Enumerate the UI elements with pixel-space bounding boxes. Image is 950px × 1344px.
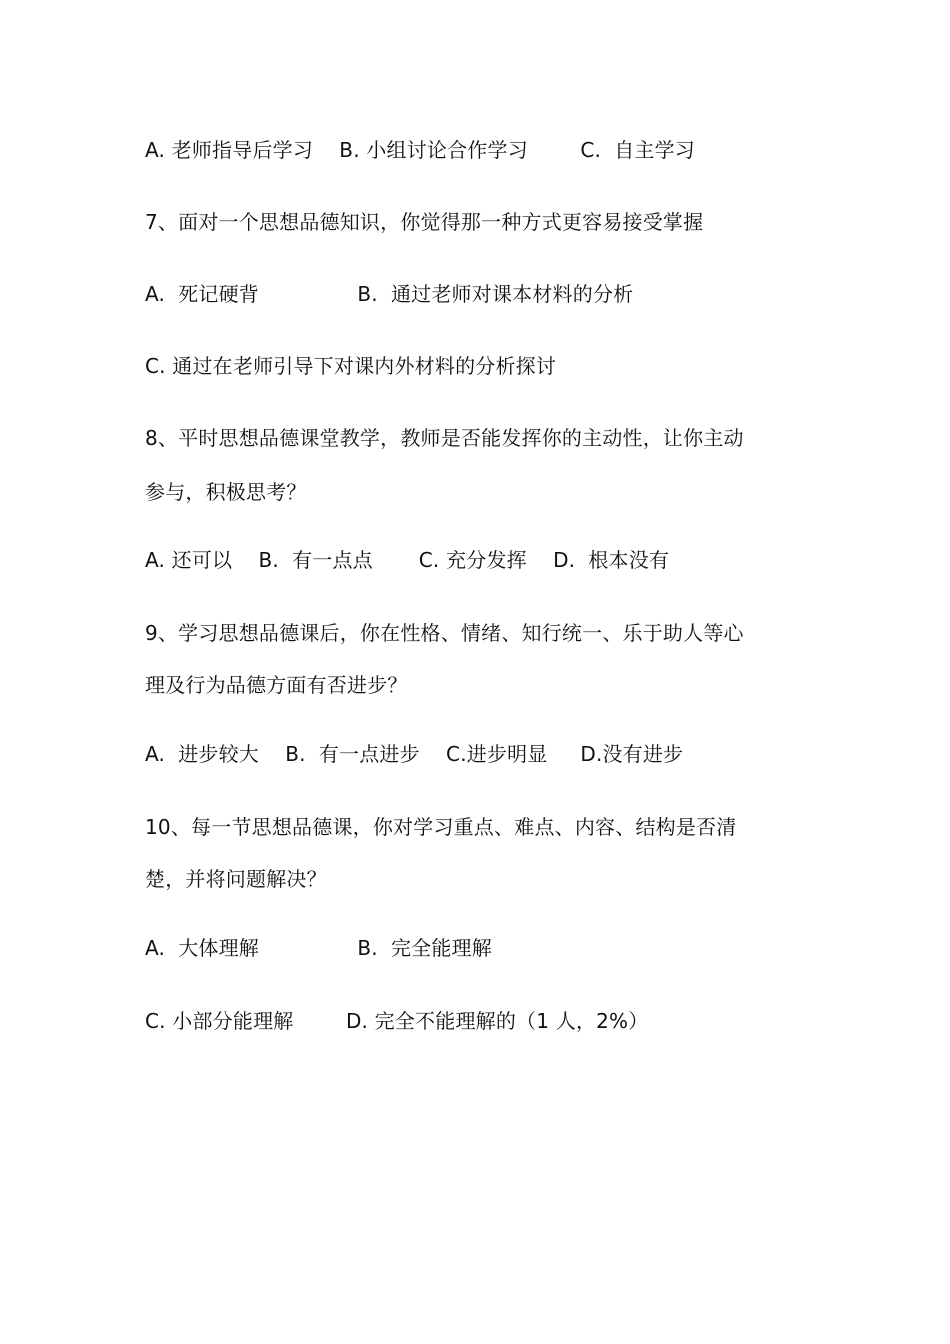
q9-options: A. 进步较大 B. 有一点进步 C.进步明显 D.没有进步 bbox=[145, 742, 684, 766]
q10-options-ab: A. 大体理解 B. 完全能理解 bbox=[145, 936, 492, 960]
q8-question-line1: 8、平时思想品德课堂教学，教师是否能发挥你的主动性，让你主动 bbox=[145, 426, 744, 450]
q10-question-line2: 楚，并将问题解决？ bbox=[145, 867, 327, 891]
q8-options: A. 还可以 B. 有一点点 C. 充分发挥 D. 根本没有 bbox=[145, 548, 670, 572]
q10-question-line1: 10、每一节思想品德课，你对学习重点、难点、内容、结构是否清 bbox=[145, 815, 737, 839]
q9-question-line2: 理及行为品德方面有否进步？ bbox=[145, 673, 408, 697]
q7-question: 7、面对一个思想品德知识，你觉得那一种方式更容易接受掌握 bbox=[145, 210, 704, 234]
q7-option-c: C. 通过在老师引导下对课内外材料的分析探讨 bbox=[145, 354, 557, 378]
q7-options-ab: A. 死记硬背 B. 通过老师对课本材料的分析 bbox=[145, 282, 634, 306]
q9-question-line1: 9、学习思想品德课后，你在性格、情绪、知行统一、乐于助人等心 bbox=[145, 621, 744, 645]
q8-question-line2: 参与，积极思考？ bbox=[145, 480, 307, 504]
q10-options-cd: C. 小部分能理解 D. 完全不能理解的（1 人，2%） bbox=[145, 1009, 649, 1033]
q6-options: A. 老师指导后学习 B. 小组讨论合作学习 C. 自主学习 bbox=[145, 138, 696, 162]
